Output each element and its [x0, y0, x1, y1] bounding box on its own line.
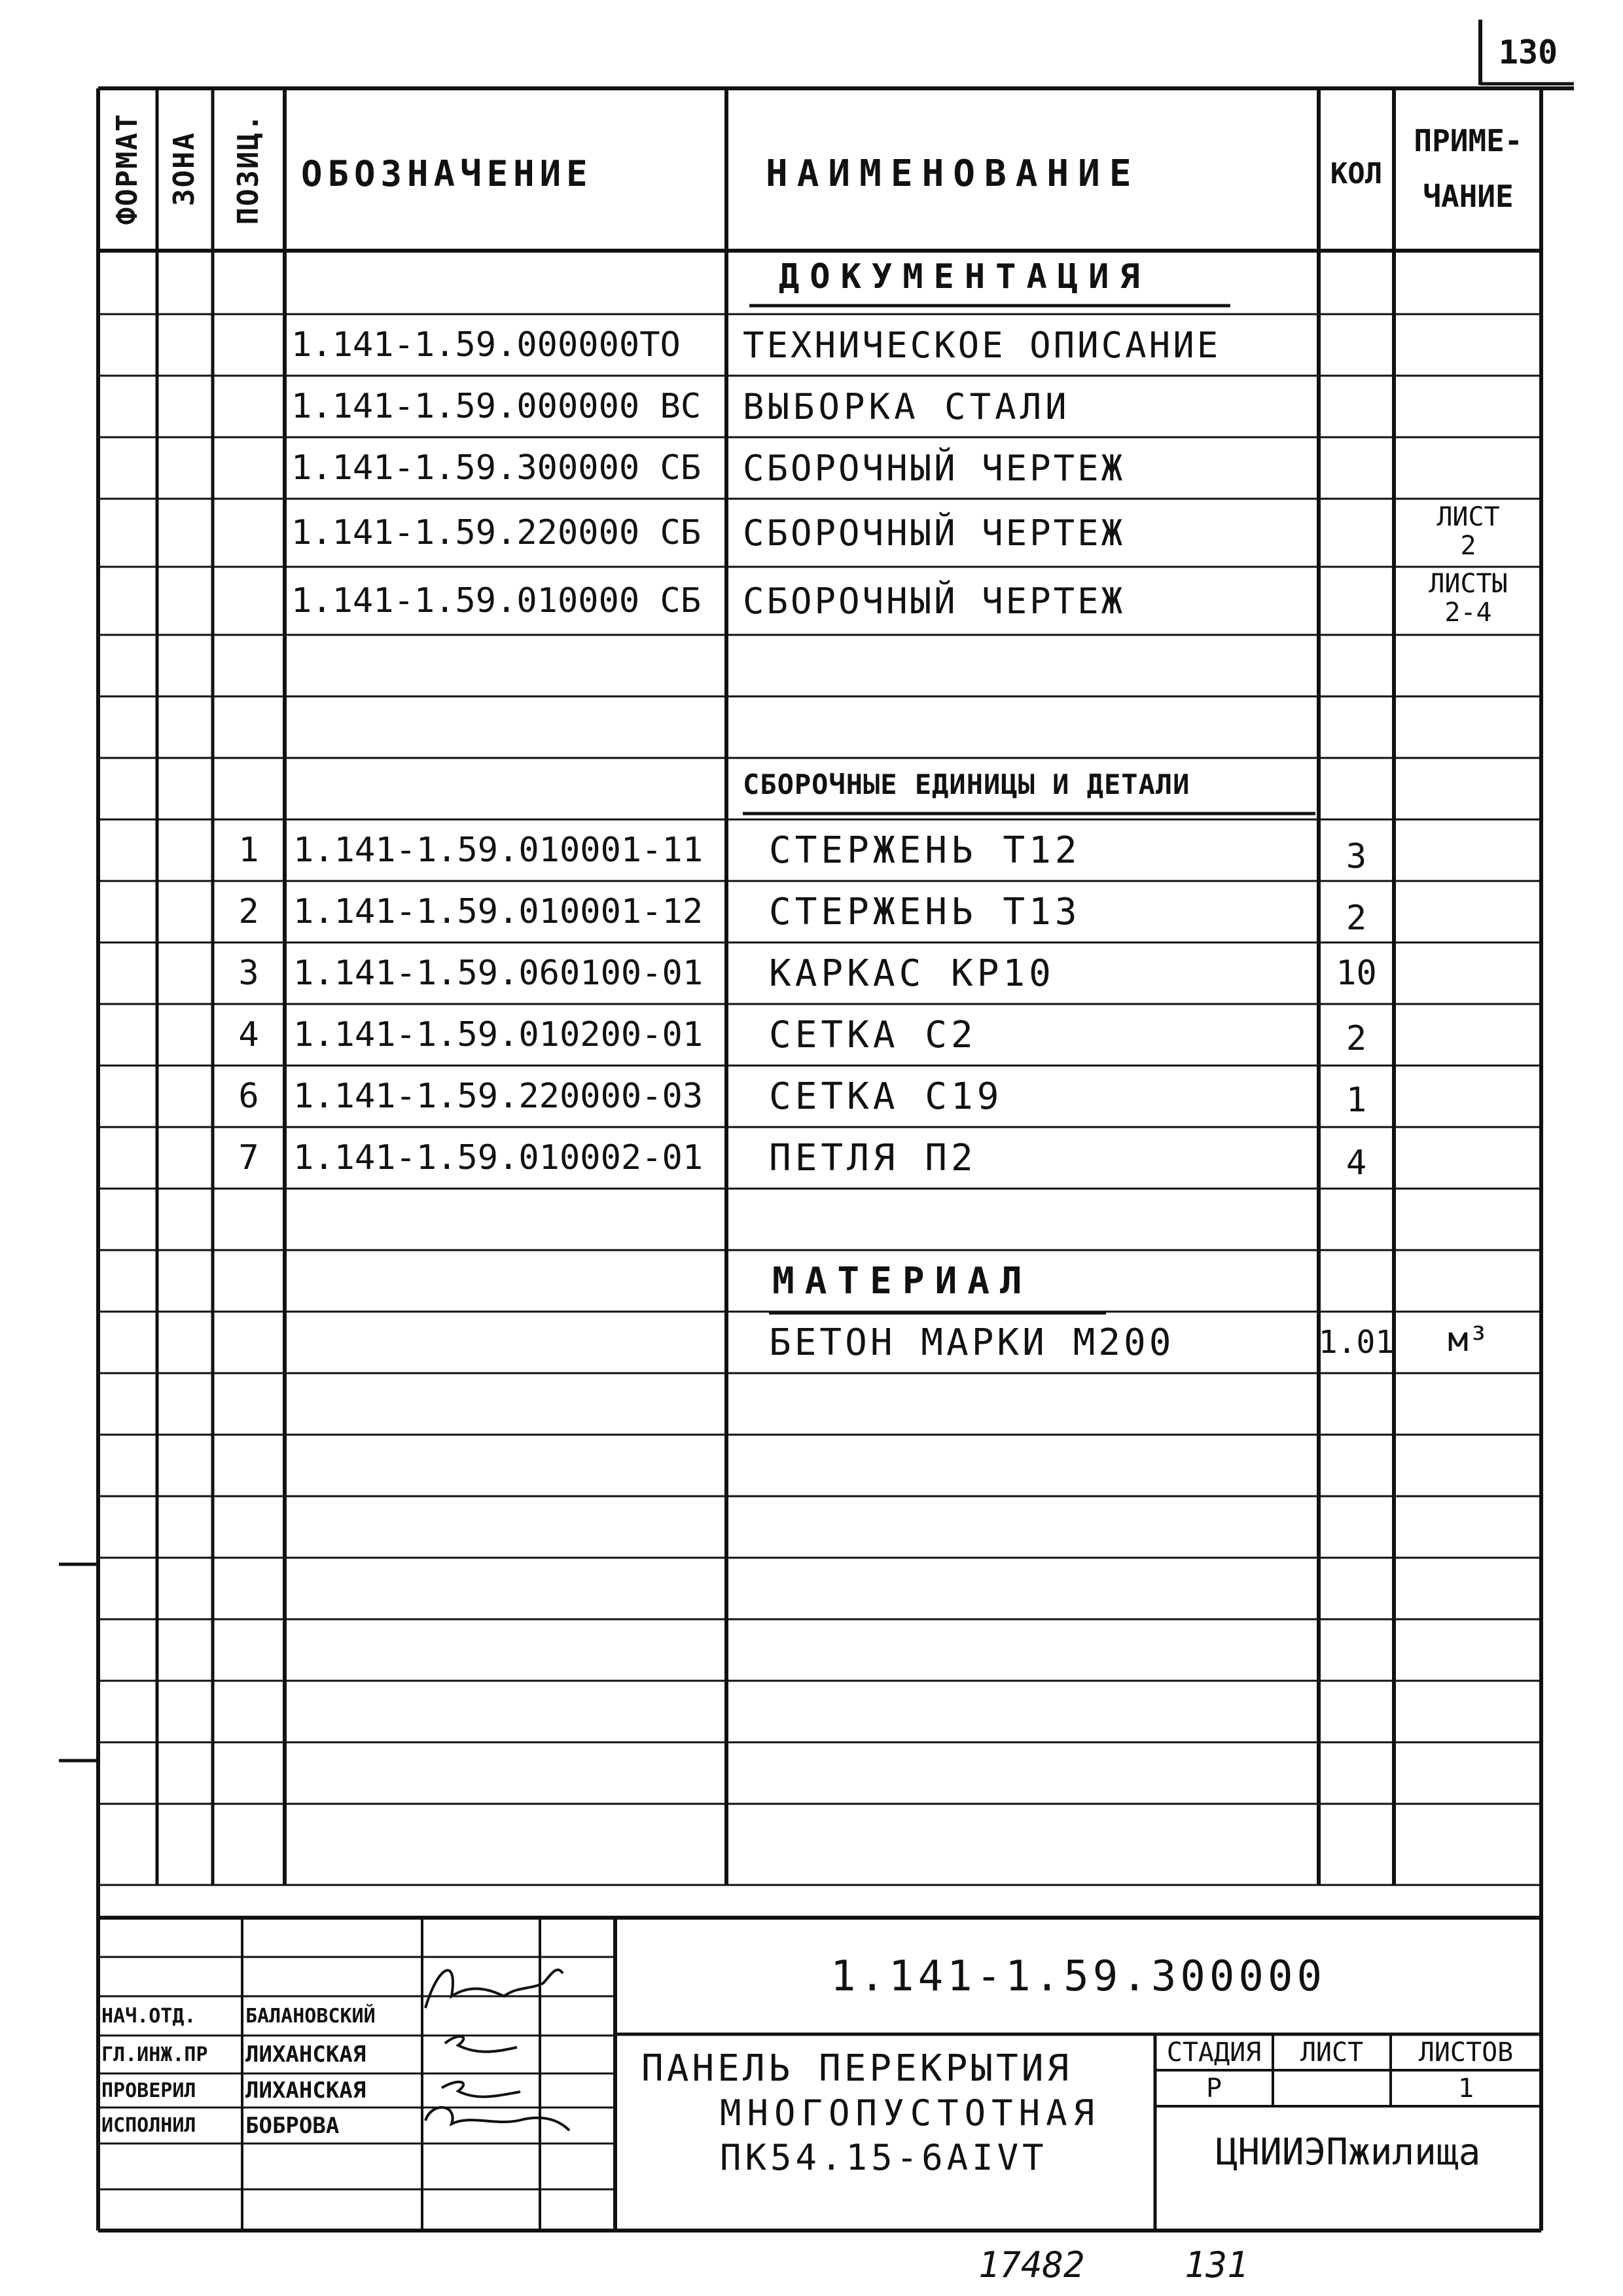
assembly-qty: 4 — [1346, 1143, 1367, 1183]
doc-designation: 1.141-1.59.010000 СБ — [291, 581, 702, 620]
section-assemblies: СБОРОЧНЫЕ ЕДИНИЦЫ И ДЕТАЛИ — [743, 768, 1190, 800]
title-line3: ПК54.15-6АIVТ — [720, 2136, 1048, 2178]
signature-name: ЛИХАНСКАЯ — [245, 2041, 366, 2068]
section-material: МАТЕРИАЛ — [772, 1259, 1033, 1302]
header-format: ФОРМАТ — [111, 113, 144, 225]
footer-number-left: 17482 — [978, 2244, 1085, 2286]
doc-note-line1: ЛИСТЫ — [1429, 569, 1508, 599]
assembly-designation: 1.141-1.59.010001-12 — [293, 892, 704, 931]
document-code: 1.141-1.59.300000 — [830, 1952, 1327, 2001]
doc-name: ТЕХНИЧЕСКОЕ ОПИСАНИЕ — [743, 324, 1221, 366]
signature-role: ИСПОЛНИЛ — [101, 2114, 196, 2137]
assembly-name: СЕТКА С19 — [769, 1075, 1003, 1118]
material-unit: м³ — [1448, 1320, 1489, 1359]
header-zone: ЗОНА — [168, 132, 201, 206]
title-line2: МНОГОПУСТОТНАЯ — [720, 2092, 1101, 2134]
sheet-value — [1273, 2070, 1391, 2106]
doc-name: СБОРОЧНЫЙ ЧЕРТЕЖ — [743, 512, 1126, 554]
section-documentation: ДОКУМЕНТАЦИЯ — [779, 257, 1150, 296]
header-name: НАИМЕНОВАНИЕ — [766, 152, 1141, 195]
assembly-pos: 1 — [238, 831, 259, 870]
assembly-designation: 1.141-1.59.220000-03 — [293, 1077, 704, 1116]
assembly-designation: 1.141-1.59.010001-11 — [293, 831, 704, 870]
doc-designation: 1.141-1.59.300000 СБ — [291, 448, 702, 488]
header-qty: КОЛ — [1330, 156, 1383, 190]
assembly-name: ПЕТЛЯ П2 — [769, 1136, 977, 1179]
doc-name: ВЫБОРКА СТАЛИ — [743, 386, 1071, 427]
sheets-value: 1 — [1457, 2073, 1474, 2104]
assembly-pos: 6 — [238, 1077, 259, 1116]
assembly-designation: 1.141-1.59.010002-01 — [293, 1138, 704, 1177]
material-qty: 1.01 — [1318, 1324, 1395, 1361]
doc-name: СБОРОЧНЫЙ ЧЕРТЕЖ — [743, 580, 1126, 622]
doc-designation: 1.141-1.59.000000 ВС — [291, 387, 702, 426]
signature-name: ЛИХАНСКАЯ — [245, 2077, 366, 2104]
doc-note-line1: ЛИСТ — [1436, 502, 1500, 532]
stage-label: СТАДИЯ — [1166, 2037, 1262, 2068]
assembly-qty: 10 — [1336, 954, 1377, 993]
assembly-designation: 1.141-1.59.060100-01 — [293, 954, 704, 993]
assembly-pos: 7 — [238, 1138, 259, 1177]
doc-note-line2: 2 — [1460, 531, 1476, 561]
assembly-name: КАРКАС КР10 — [769, 952, 1055, 995]
assembly-qty: 3 — [1346, 837, 1367, 876]
assembly-qty: 2 — [1346, 1019, 1367, 1058]
assembly-name: СТЕРЖЕНЬ Т12 — [769, 829, 1081, 872]
assembly-pos: 3 — [238, 954, 259, 993]
material-name: БЕТОН МАРКИ М200 — [769, 1321, 1175, 1364]
signature-role: ГЛ.ИНЖ.ПР — [101, 2043, 208, 2066]
doc-designation: 1.141-1.59.000000ТО — [291, 325, 681, 365]
assembly-designation: 1.141-1.59.010200-01 — [293, 1015, 704, 1054]
doc-designation: 1.141-1.59.220000 СБ — [291, 513, 702, 552]
signature-role: НАЧ.ОТД. — [101, 2004, 196, 2028]
assembly-qty: 2 — [1346, 899, 1367, 938]
signature-role: ПРОВЕРИЛ — [101, 2079, 196, 2102]
assembly-name: СТЕРЖЕНЬ Т13 — [769, 890, 1081, 933]
doc-note-line2: 2-4 — [1444, 598, 1492, 628]
footer-number-right: 131 — [1185, 2244, 1249, 2286]
stage-value: Р — [1205, 2073, 1222, 2104]
signature-name: БОБРОВА — [245, 2112, 340, 2139]
title-line1: ПАНЕЛЬ ПЕРЕКРЫТИЯ — [641, 2047, 1073, 2090]
page-number: 130 — [1498, 33, 1558, 71]
header-position: ПОЗИЦ. — [232, 113, 265, 225]
header-note-line1: ПРИМЕ- — [1414, 123, 1523, 158]
sheet-label: ЛИСТ — [1300, 2037, 1364, 2068]
sheets-label: ЛИСТОВ — [1418, 2037, 1514, 2068]
assembly-qty: 1 — [1346, 1081, 1367, 1120]
organization: ЦНИИЭПжилища — [1215, 2130, 1481, 2174]
doc-name: СБОРОЧНЫЙ ЧЕРТЕЖ — [743, 447, 1126, 489]
signature-name: БАЛАНОВСКИЙ — [245, 2004, 376, 2028]
header-note-line2: ЧАНИЕ — [1423, 179, 1514, 214]
assembly-name: СЕТКА С2 — [769, 1013, 977, 1056]
assembly-pos: 2 — [238, 892, 259, 931]
header-designation: ОБОЗНАЧЕНИЕ — [301, 152, 593, 194]
assembly-pos: 4 — [238, 1015, 259, 1054]
